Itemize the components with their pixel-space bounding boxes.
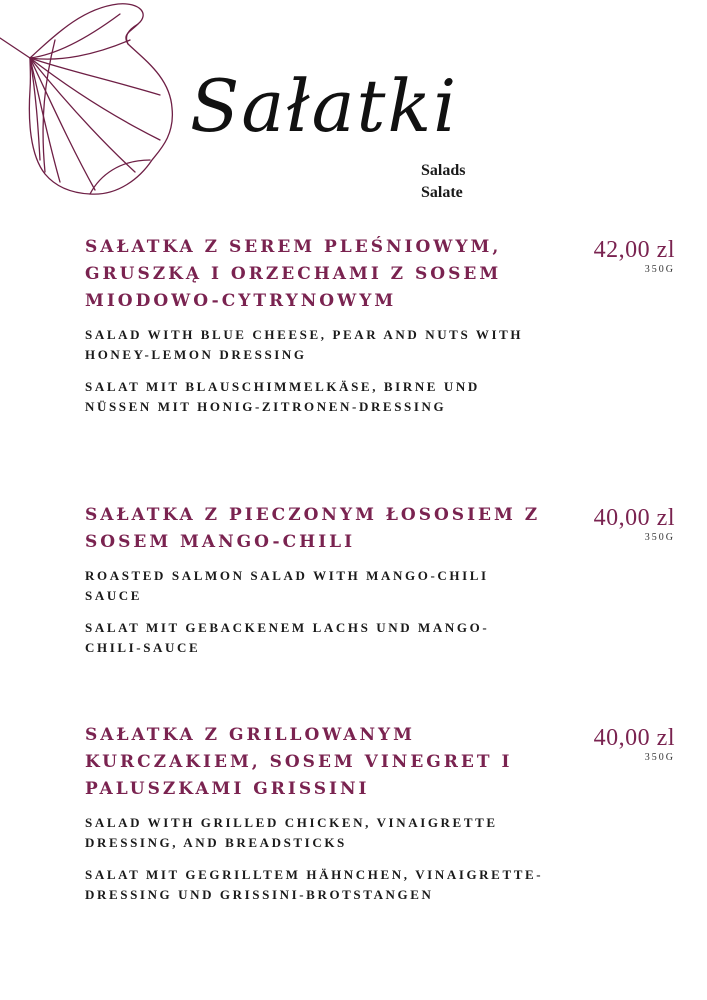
item-weight: 350G [644, 532, 675, 543]
item-price: 40,00 zl [593, 725, 675, 751]
price-block [594, 238, 675, 276]
item-name-german: SALAT MIT BLAUSCHIMMELKÄSE, BIRNE UND NÜSSEN MIT HONIG-ZITRONEN-DRESSING [85, 379, 480, 414]
item-name-german: SALAT MIT GEBACKENEM LACHS UND MANGO-CHILI-SAUCE [85, 620, 490, 655]
item-name-polish: SAŁATKA Z GRILLOWANYM KURCZAKIEM, SOSEM VINEGRET I PALUSZKAMI GRISSINI [85, 725, 513, 799]
item-name-polish: SAŁATKA Z SEREM PLEŚNIOWYM, GRUSZKĄ I ORZECHAMI Z SOSEM MIODOWO-CYTRYNOWYM [85, 237, 502, 311]
item-price: 40,00 zl [593, 505, 675, 531]
menu-item [85, 234, 675, 417]
item-price: 42,00 zl [593, 237, 675, 263]
subtitle-german: Salate [421, 184, 463, 201]
item-name-polish: SAŁATKA Z PIECZONYM ŁOSOSIEM Z SOSEM MANGO-CHILI [85, 505, 541, 552]
menu-item [85, 722, 675, 905]
item-name-english: ROASTED SALMON SALAD WITH MANGO-CHILI SAUCE [85, 568, 489, 603]
item-name-english: SALAD WITH BLUE CHEESE, PEAR AND NUTS WITH HONEY-LEMON DRESSING [85, 327, 524, 362]
page-subtitle [421, 160, 465, 204]
ginkgo-leaf-illustration [0, 0, 180, 200]
price-block [594, 506, 675, 544]
item-name-german: SALAT MIT GEGRILLTEM HÄHNCHEN, VINAIGRETTE-DRESSING UND GRISSINI-BROTSTANGEN [85, 867, 544, 902]
item-weight: 350G [644, 752, 675, 763]
page-title: Sałatki [190, 64, 459, 148]
item-name-english: SALAD WITH GRILLED CHICKEN, VINAIGRETTE DRESSING, AND BREADSTICKS [85, 815, 498, 850]
price-block [594, 726, 675, 764]
subtitle-english: Salads [421, 162, 466, 179]
menu-item [85, 502, 675, 658]
item-weight: 350G [644, 264, 675, 275]
